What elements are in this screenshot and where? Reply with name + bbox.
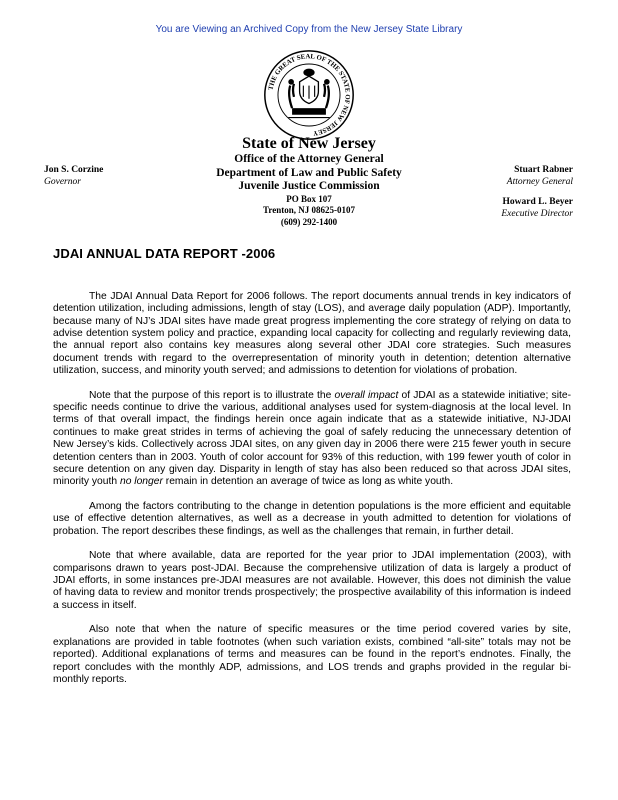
paragraph-1: The JDAI Annual Data Report for 2006 follows. The report documents annual trends in key indicators of detention utilization, including admissions, length of stay (LOS), and average daily population (ADP). Importantly, because many of NJ’s JDAI sites have made great progress implementing the core strategy of relying on data to advise detention system policy and practice, expanding local capacity for collecting and regularly reviewing data, the annual report also contains key measures along several other JDAI core strategies. Such measures document trends with regard to the overrepresentation of minority youth in detention; detention alternative utilization, success, and minority youth served; and admissions to detention for violations of probation.	[53, 291, 571, 377]
paragraph-3: Among the factors contributing to the change in detention populations is the more efficient and equitable use of effective detention alternatives, as well as a decrease in youth admitted to detention for violations of probation. The report describes these findings, as well as the challenges that remain, in further detail.	[53, 500, 571, 537]
svg-text:THE GREAT SEAL OF THE STATE OF: THE GREAT SEAL OF THE STATE OF NEW JERSEY	[267, 53, 351, 137]
executive-director-title: Executive Director	[501, 209, 573, 219]
attorney-general-title: Attorney General	[506, 177, 573, 187]
governor-block	[44, 164, 103, 188]
department-name: Department of Law and Public Safety	[216, 166, 402, 179]
state-seal-icon	[262, 48, 356, 142]
city-address: Trenton, NJ 08625-0107	[263, 205, 355, 215]
paragraph-2	[53, 390, 571, 489]
officials-right-block	[501, 164, 573, 220]
paragraph-2-text-b: of JDAI as a statewide initiative; site-specific needs continue to drive the various, additional analyses used for system-diagnosis at the local level. In terms of that overall impact, the findings herein once again indicate that as a statewide initiative, NJ-JDAI continues to make great strides in terms of achieving the goal of safely reducing the unnecessary detention of New Jersey’s kids. Collectively across JDAI sites, on any given day in 2006 there were 215 fewer youth in secure detention centers than in 2003. Youth of color account for 93% of this reduction, with 199 fewer youth of color in secure detention on any given day. Disparity in length of stay has also been reduced so that across JDAI sites, minority youth	[53, 389, 571, 488]
agency-letterhead	[150, 134, 468, 228]
office-name: Office of the Attorney General	[234, 153, 384, 165]
report-body	[53, 291, 571, 699]
attorney-general-name: Stuart Rabner	[514, 165, 573, 175]
po-box: PO Box 107	[286, 193, 332, 204]
paragraph-5: Also note that when the nature of specific measures or the time period covered varies by site, explanations are provided in table footnotes (when such variation exists, combined “all-site” totals may not be reported). Additional explanations of terms and measures can be found in the report’s endnotes. Finally, the report concludes with the monthly ADP, admissions, and LOS trends and graphs provided in the regular bi-monthly reports.	[53, 624, 571, 685]
report-title: JDAI ANNUAL DATA REPORT -2006	[53, 246, 276, 261]
paragraph-2-emphasis: overall impact	[334, 389, 399, 401]
governor-title: Governor	[44, 177, 81, 187]
commission-name: Juvenile Justice Commission	[238, 180, 380, 192]
paragraph-4: Note that where available, data are reported for the year prior to JDAI implementation (2003), with comparisons drawn to years post-JDAI. Because the comprehensive utilization of data is largely a product of JDAI efforts, in some instances pre-JDAI measures are not available. However, this does not diminish the value of having data to review and monitor trends prospectively; the prospective availability of this information is indeed a success in itself.	[53, 550, 571, 611]
state-name: State of New Jersey	[242, 135, 376, 152]
executive-director-name: Howard L. Beyer	[502, 197, 573, 207]
paragraph-2-text-a: Note that the purpose of this report is to illustrate the	[89, 389, 335, 401]
phone-number: (609) 292-1400	[280, 216, 338, 227]
paragraph-2-text-c: remain in detention an average of twice as long as white youth.	[162, 476, 454, 488]
paragraph-2-emphasis-2: no longer	[119, 476, 163, 488]
archive-banner: You are Viewing an Archived Copy from the New Jersey State Library	[155, 24, 463, 35]
governor-name: Jon S. Corzine	[44, 165, 104, 175]
